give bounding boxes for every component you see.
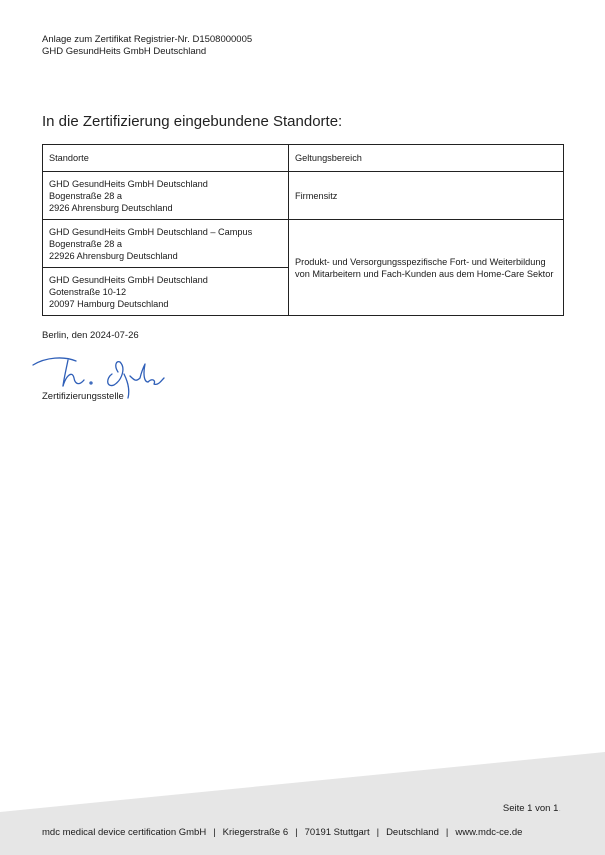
footer-separator: |	[376, 827, 380, 838]
site-cell	[43, 172, 289, 220]
site-cell	[43, 268, 289, 316]
site-street: Gotenstraße 10-12	[49, 286, 127, 297]
document-header	[42, 34, 252, 58]
certification-body-label: Zertifizierungsstelle	[42, 391, 124, 402]
site-city: 20097 Hamburg Deutschland	[49, 298, 169, 309]
table-row	[43, 220, 564, 268]
table-row	[43, 172, 564, 220]
site-name: GHD GesundHeits GmbH Deutschland	[49, 274, 208, 285]
site-street: Bogenstraße 28 a	[49, 238, 123, 249]
column-header-sites: Standorte	[43, 145, 289, 172]
site-name: GHD GesundHeits GmbH Deutschland	[49, 178, 208, 189]
footer-separator: |	[445, 827, 449, 838]
table-header-row	[43, 145, 564, 172]
company-name: GHD GesundHeits GmbH Deutschland	[42, 46, 207, 57]
sites-table	[42, 144, 564, 316]
site-city: 2926 Ahrensburg Deutschland	[49, 202, 173, 213]
footer-separator: |	[213, 827, 216, 838]
certificate-reference: Anlage zum Zertifikat Registrier-Nr. D1508000005	[42, 34, 253, 45]
footer-city: 70191 Stuttgart	[304, 827, 370, 838]
place-date: Berlin, den 2024-07-26	[42, 330, 139, 341]
footer-separator: |	[295, 827, 298, 838]
site-street: Bogenstraße 28 a	[49, 190, 123, 201]
section-title: In die Zertifizierung eingebundene Standorte:	[42, 113, 343, 130]
document-footer	[42, 827, 522, 838]
footer-country: Deutschland	[386, 827, 439, 838]
site-name: GHD GesundHeits GmbH Deutschland – Campus	[49, 226, 253, 237]
column-header-scope: Geltungsbereich	[289, 145, 564, 172]
site-city: 22926 Ahrensburg Deutschland	[49, 250, 178, 261]
footer-company: mdc medical device certification GmbH	[42, 827, 207, 838]
page-dot: .	[558, 803, 561, 814]
footer-website-link[interactable]: www.mdc-ce.de	[455, 827, 523, 838]
scope-cell: Produkt- und Versorgungsspezifische Fort- und Weiterbildung von Mitarbeitern und Fach-Kunden aus dem Home-Care Sektor	[289, 220, 564, 316]
footer-street: Kriegerstraße 6	[222, 827, 289, 838]
page-number: Seite 1 von 1.	[502, 803, 561, 814]
site-cell	[43, 220, 289, 268]
scope-cell: Firmensitz	[289, 172, 564, 220]
